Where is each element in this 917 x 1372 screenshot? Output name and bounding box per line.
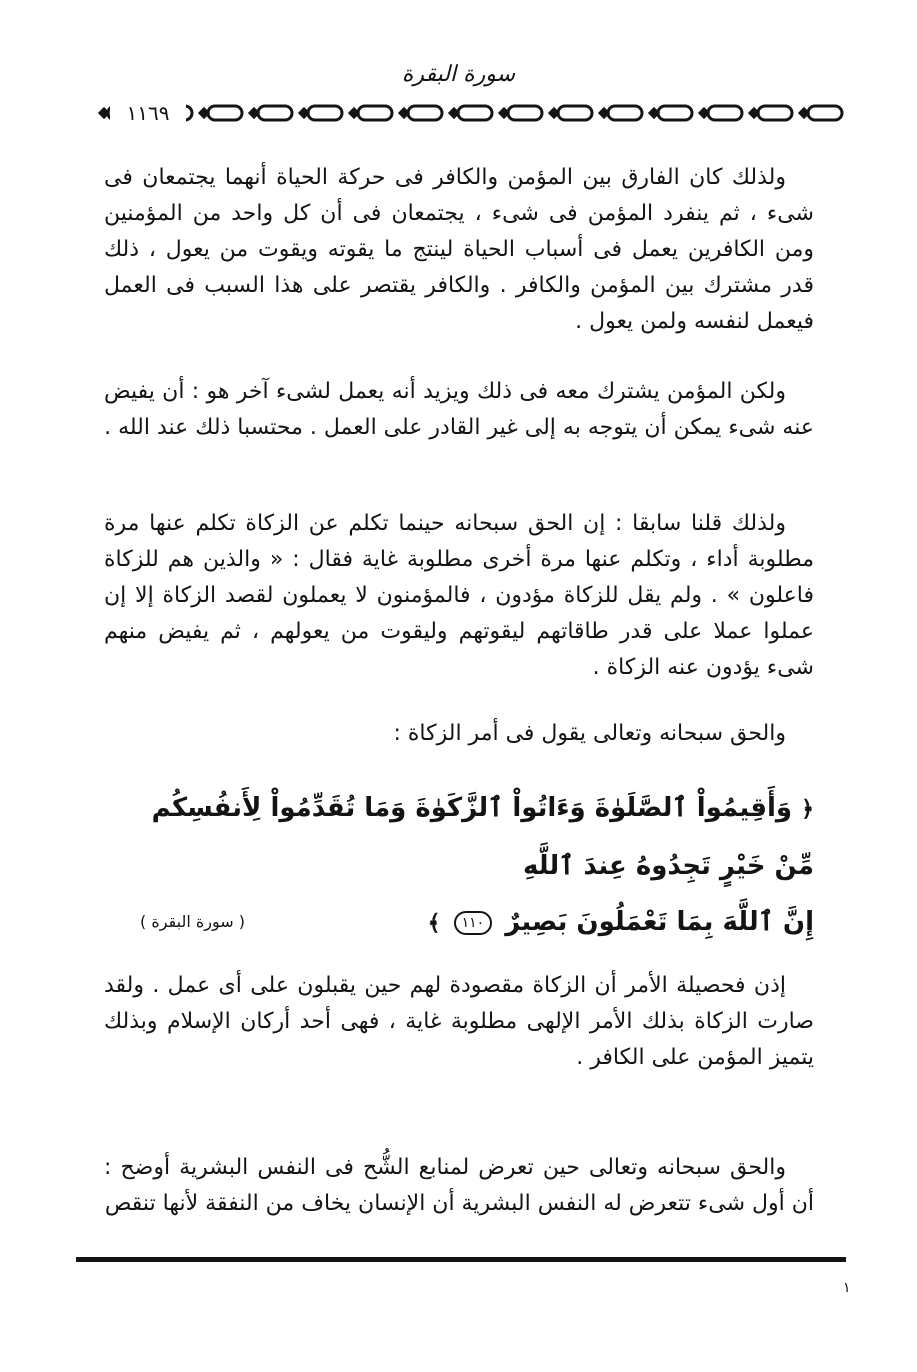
ornament-link <box>408 106 442 120</box>
ornament-diamond <box>550 109 558 117</box>
ornament-link <box>508 106 542 120</box>
ornament-link <box>658 106 692 120</box>
verse-source: ( سورة البقرة ) <box>140 912 245 931</box>
verse-number: ١١٠ <box>454 911 493 935</box>
verse-text-1: وَأَقِيمُواْ ٱلصَّلَوٰةَ وَءَاتُواْ ٱلزَّكَوٰةَ وَمَا تُقَدِّمُواْ لِأَنفُسِكُم مِّنْ خَيْرٍ تَجِدُوهُ عِندَ ٱللَّهِ <box>151 793 814 881</box>
ornament-diamond <box>600 109 608 117</box>
ornament-bar <box>76 98 846 128</box>
ornament-link <box>758 106 792 120</box>
verse-text-2: إِنَّ ٱللَّهَ بِمَا تَعْمَلُونَ بَصِيرٌ <box>505 907 814 937</box>
ornament-link <box>608 106 642 120</box>
paragraph-6: والحق سبحانه وتعالى حين تعرض لمنابع الشُّح فى النفس البشرية أوضح : أن أول شىء تتعرض له النفس البشرية أن الإنسان يخاف من النفقة لأنها تنقص <box>104 1155 814 1216</box>
ornament-link <box>808 106 842 120</box>
ornament-diamond <box>200 109 208 117</box>
verse-close-bracket: ﴾ <box>427 911 441 936</box>
paragraph-4: والحق سبحانه وتعالى يقول فى أمر الزكاة : <box>393 721 786 746</box>
paragraph-2: ولكن المؤمن يشترك معه فى ذلك ويزيد أنه يعمل لشىء آخر هو : أن يفيض عنه شىء يمكن أن يتوجه به إلى غير القادر على العمل . محتسبا ذلك عند الله . <box>104 379 814 440</box>
ornament-link <box>558 106 592 120</box>
paragraph-3: ولذلك قلنا سابقا : إن الحق سبحانه حينما تكلم عن الزكاة تكلم عنها مرة مطلوبة أداء ، وتكلم عنها مرة أخرى مطلوبة غاية فقال : « والذين هم للزكاة فاعلون » . ولم يقل للزكاة مؤدون ، فالمؤمنون لا يعملون لقصد الزكاة إلا إن عملوا عملا على قدر طاقاتهم ليقوتهم وليقوت من يعولهم ، ثم يفيض منهم شىء يؤدون عنه الزكاة . <box>104 511 814 680</box>
surah-title: سورة البقرة <box>401 62 516 87</box>
ornament-diamond <box>750 109 758 117</box>
ornament-diamond <box>100 109 108 117</box>
ornament-link <box>258 106 292 120</box>
footnote-mark: ١ <box>843 1280 851 1296</box>
ornament-link <box>708 106 742 120</box>
ornament-diamond <box>250 109 258 117</box>
ornament-diamond <box>650 109 658 117</box>
paragraph-5: إذن فحصيلة الأمر أن الزكاة مقصودة لهم حين يقبلون على أى عمل . ولقد صارت الزكاة بذلك الأمر الإلهى مطلوبة غاية ، فهى أحد أركان الإسلام وبذلك يتميز المؤمن على الكافر . <box>104 973 814 1070</box>
ornament-link <box>458 106 492 120</box>
ornament-diamond <box>450 109 458 117</box>
verse-open-bracket: ﴿ <box>801 797 814 822</box>
ornament-diamond <box>800 109 808 117</box>
ornament-diamond <box>700 109 708 117</box>
ornament-link <box>208 106 242 120</box>
ornament-diamond <box>300 109 308 117</box>
ornament-diamond <box>400 109 408 117</box>
ornament-link <box>308 106 342 120</box>
ornament-diamond <box>350 109 358 117</box>
verse-line-1 <box>104 780 814 894</box>
ornament-link <box>358 106 392 120</box>
page-number: ١١٦٩ <box>110 99 186 127</box>
footer-rule <box>76 1257 846 1262</box>
paragraph-1: ولذلك كان الفارق بين المؤمن والكافر فى حركة الحياة أنهما يجتمعان فى شىء ، ثم ينفرد المؤمن فى شىء ، يجتمعان فى أن كل واحد من المؤمنين ومن الكافرين يعمل فى أسباب الحياة لينتج ما يقوته ويقوت من يعول ، ذلك قدر مشترك بين المؤمن والكافر . والكافر يقتصر على هذا السبب فى العمل فيعمل لنفسه ولمن يعول . <box>104 165 814 334</box>
ornament-diamond <box>500 109 508 117</box>
